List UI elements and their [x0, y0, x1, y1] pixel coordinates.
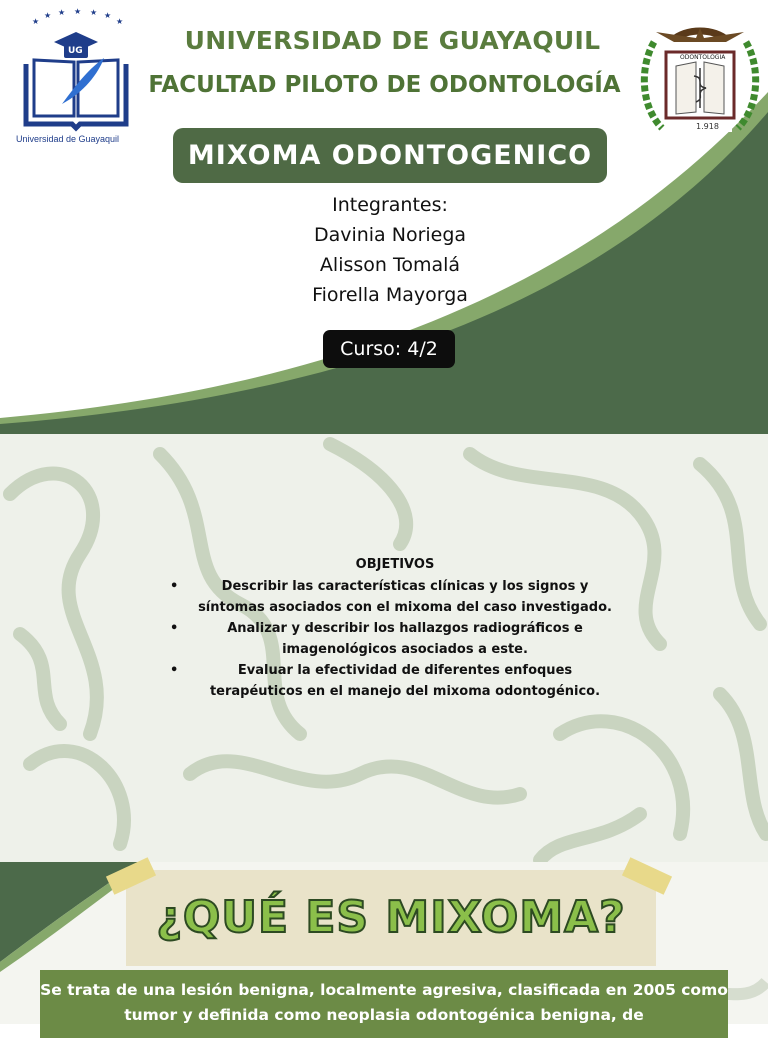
svg-text:★: ★	[90, 8, 98, 17]
objective-text: Evaluar la efectividad de diferentes enfoques terapéuticos en el manejo del mixoma odontogénico.	[209, 663, 601, 699]
member-name: Fiorella Mayorga	[312, 284, 468, 306]
objective-text: Analizar y describir los hallazgos radiográficos e imagenológicos asociados a este.	[227, 621, 583, 657]
question-banner	[126, 870, 656, 966]
svg-text:★: ★	[32, 17, 40, 26]
tape-icon	[108, 862, 158, 892]
member-name: Alisson Tomalá	[319, 254, 461, 276]
objectives-slide	[0, 434, 768, 862]
svg-text:★: ★	[104, 11, 112, 20]
bullet: •	[170, 621, 179, 636]
bullet: •	[170, 579, 179, 594]
topic-title-box	[173, 128, 607, 183]
definition-text: Se trata de una lesión benigna, localmente agresiva, clasificada en 2005 como tumor y definida como neoplasia odontogénica benigna, de	[40, 981, 728, 1024]
objectives-list	[160, 576, 630, 702]
list-item	[160, 576, 630, 618]
topic-title: MIXOMA ODONTOGENICO	[187, 140, 593, 171]
logo-letters: UG	[68, 46, 83, 56]
bullet: •	[170, 663, 179, 678]
svg-text:★: ★	[116, 17, 124, 26]
objectives-block	[160, 554, 630, 702]
cover-slide	[0, 0, 768, 430]
member-name: Davinia Noriega	[313, 224, 467, 246]
list-item	[160, 660, 630, 702]
university-logo-caption: Universidad de Guayaquil	[16, 134, 120, 144]
seal-banner-text: ODONTOLOGIA	[680, 54, 726, 61]
tape-icon	[624, 862, 674, 892]
university-title: UNIVERSIDAD DE GUAYAQUIL	[184, 26, 601, 55]
seal-year: 1.918	[696, 122, 719, 131]
faculty-title: FACULTAD PILOTO DE ODONTOLOGÍA	[148, 72, 621, 98]
svg-text:★: ★	[74, 7, 82, 16]
members-heading: Integrantes:	[332, 194, 448, 216]
svg-text:★: ★	[58, 8, 66, 17]
faculty-seal	[636, 16, 764, 138]
university-logo	[18, 7, 136, 150]
course-badge	[323, 330, 455, 368]
definition-slide	[0, 862, 768, 1024]
course-label: Curso: 4/2	[340, 338, 438, 360]
members-block	[240, 190, 540, 310]
svg-text:★: ★	[44, 11, 52, 20]
definition-box	[40, 970, 728, 1038]
list-item	[160, 618, 630, 660]
objective-text: Describir las características clínicas y los signos y síntomas asociados con el mixoma del caso investigado.	[198, 579, 612, 615]
question-title: ¿QUÉ ES MIXOMA?	[156, 892, 626, 943]
objectives-heading: OBJETIVOS	[355, 557, 435, 572]
